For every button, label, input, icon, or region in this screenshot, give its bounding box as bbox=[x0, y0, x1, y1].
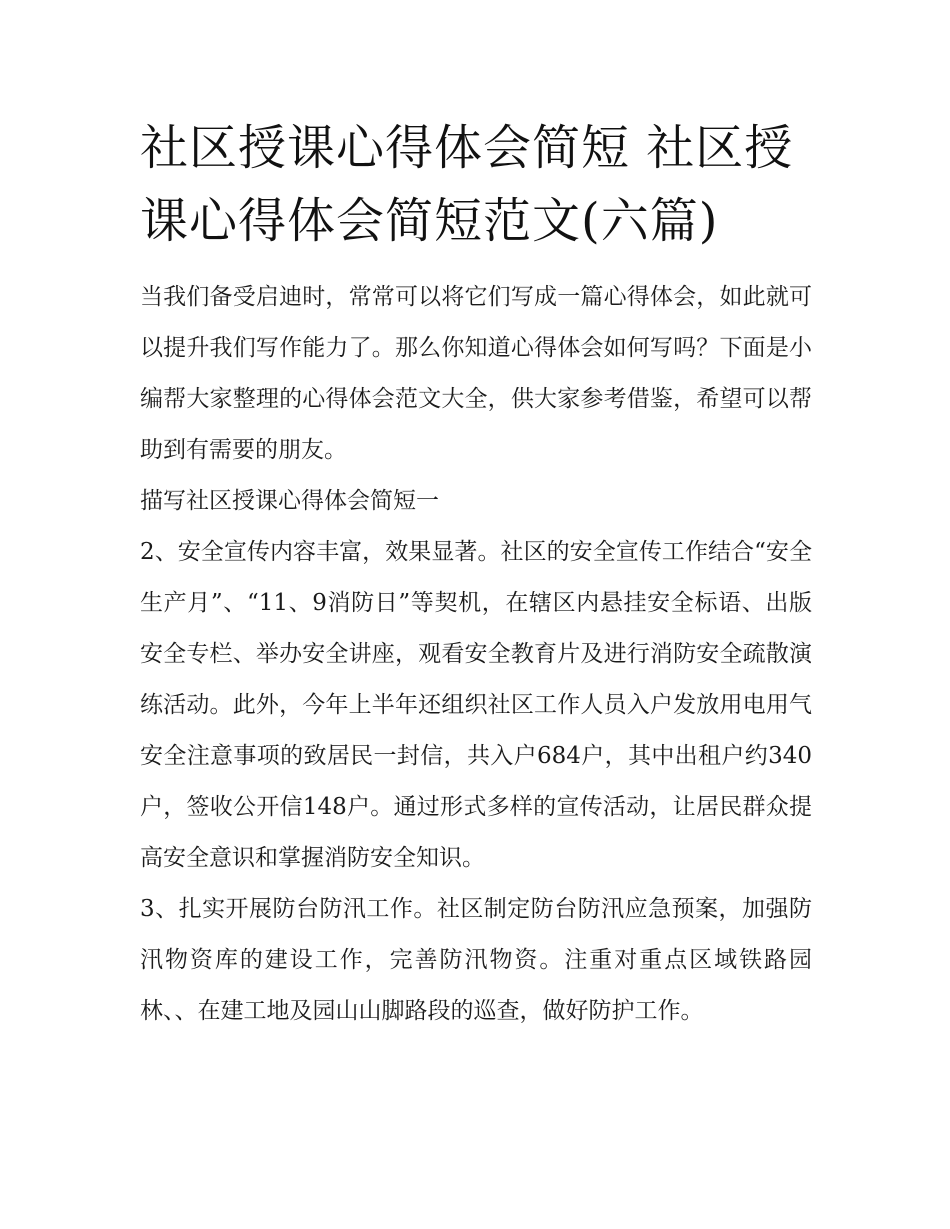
section-heading: 描写社区授课心得体会简短一 bbox=[140, 488, 439, 514]
paragraph-list bbox=[140, 272, 812, 1037]
document-title: 社区授课心得体会简短 社区授课心得体会简短范文(六篇) bbox=[140, 120, 794, 249]
document-body bbox=[140, 112, 812, 1037]
body-paragraph: 2、安全宣传内容丰富，效果显著。社区的安全宣传工作结合“安全生产月”、“11、9消防日”等契机，在辖区内悬挂安全标语、出版安全专栏、举办安全讲座，观看安全教育片及进行消防安全疏散演练活动。此外，今年上半年还组织社区工作人员入户发放用电用气安全注意事项的致居民一封信，共入户684户，其中出租户约340户，签收公开信148户。通过形式多样的宣传活动，让居民群众提高安全意识和掌握消防安全知识。 bbox=[140, 539, 812, 871]
intro-paragraph: 当我们备受启迪时，常常可以将它们写成一篇心得体会，如此就可以提升我们写作能力了。那么你知道心得体会如何写吗？下面是小编帮大家整理的心得体会范文大全，供大家参考借鉴，希望可以帮助到有需要的朋友。 bbox=[140, 284, 812, 463]
body-paragraph: 3、扎实开展防台防汛工作。社区制定防台防汛应急预案，加强防汛物资库的建设工作，完善防汛物资。注重对重点区域铁路园林、、在建工地及园山山脚路段的巡查，做好防护工作。 bbox=[140, 896, 812, 1024]
